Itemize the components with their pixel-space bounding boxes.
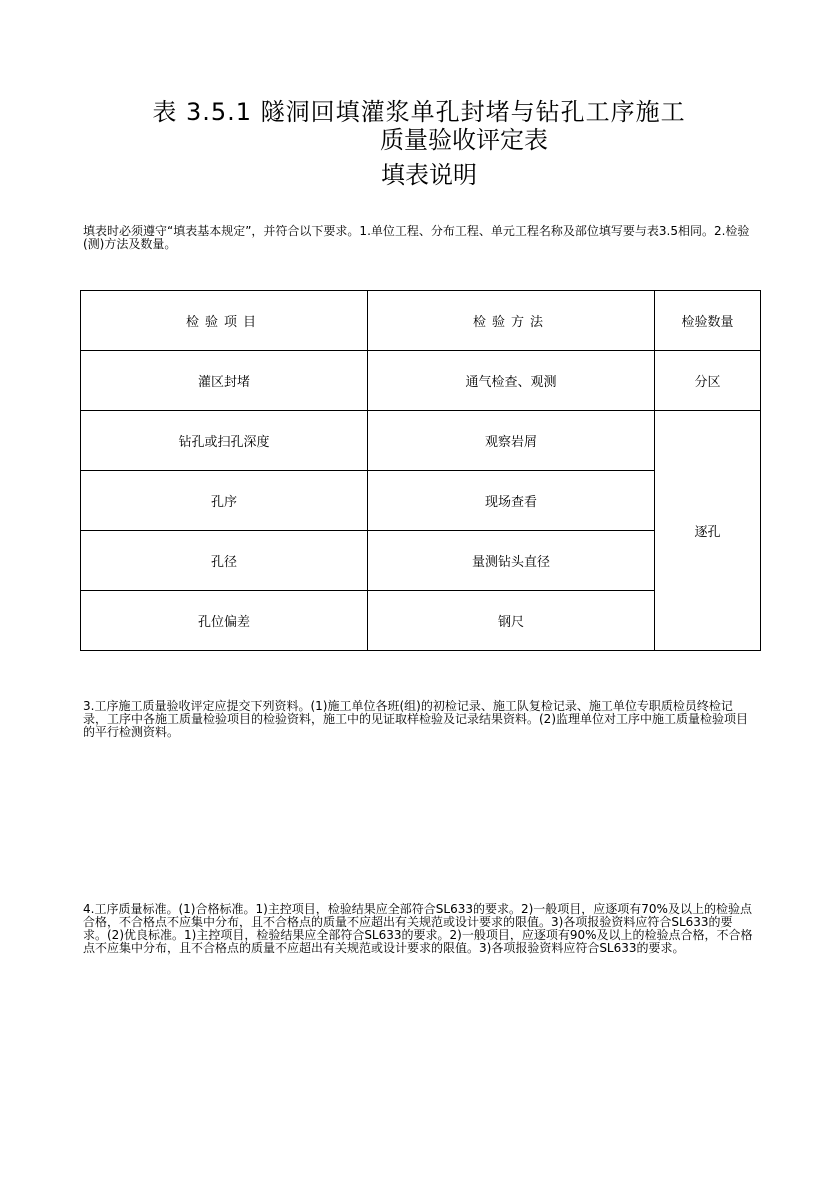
table-row [81,351,761,411]
page-title: 表 3.5.1 隧洞回填灌浆单孔封堵与钻孔工序施工 [152,98,686,126]
cell-method: 观察岩屑 [368,411,655,471]
cell-item: 孔序 [81,471,368,531]
cell-quantity: 分区 [655,351,761,411]
table-row [81,411,761,471]
cell-quantity-merged: 逐孔 [655,411,761,651]
page-title-line2: 质量验收评定表 [380,126,548,154]
note-quality-standard: 4.工序质量标准。(1)合格标准。1)主控项目，检验结果应全部符合SL633的要求。2)一般项目，应逐项有70%及以上的检验点合格，不合格点不应集中分布，且不合格点的质量不应超出有关规范或设计要求的限值。3)各项报验资料应符合SL633的要求。(2)优良标准。1)主控项目，检验结果应全部符合SL633的要求。2)一般项目，应逐项有90%及以上的检验点合格，不合格点不应集中分布，且不合格点的质量不应超出有关规范或设计要求的限值。3)各项报验资料应符合SL633的要求。 [83,902,753,955]
cell-method: 量测钻头直径 [368,531,655,591]
cell-method: 钢尺 [368,591,655,651]
cell-item: 孔位偏差 [81,591,368,651]
header-method: 检验方法 [368,291,655,351]
cell-method: 通气检查、观测 [368,351,655,411]
table-header-row [81,291,761,351]
cell-item: 孔径 [81,531,368,591]
inspection-table [80,290,761,651]
cell-item: 钻孔或扫孔深度 [81,411,368,471]
cell-item: 灌区封堵 [81,351,368,411]
header-item: 检验项目 [81,291,368,351]
cell-method: 现场查看 [368,471,655,531]
page-subtitle: 填表说明 [381,161,477,189]
header-quantity: 检验数量 [655,291,761,351]
note-submission-materials: 3.工序施工质量验收评定应提交下列资料。(1)施工单位各班(组)的初检记录、施工队复检记录、施工单位专职质检员终检记录，工序中各施工质量检验项目的检验资料，施工中的见证取样检验及记录结果资料。(2)监理单位对工序中施工质量检验项目的平行检测资料。 [83,699,749,739]
intro-text: 填表时必须遵守“填表基本规定”，并符合以下要求。1.单位工程、分布工程、单元工程名称及部位填写要与表3.5相同。2.检验(测)方法及数量。 [83,224,750,251]
